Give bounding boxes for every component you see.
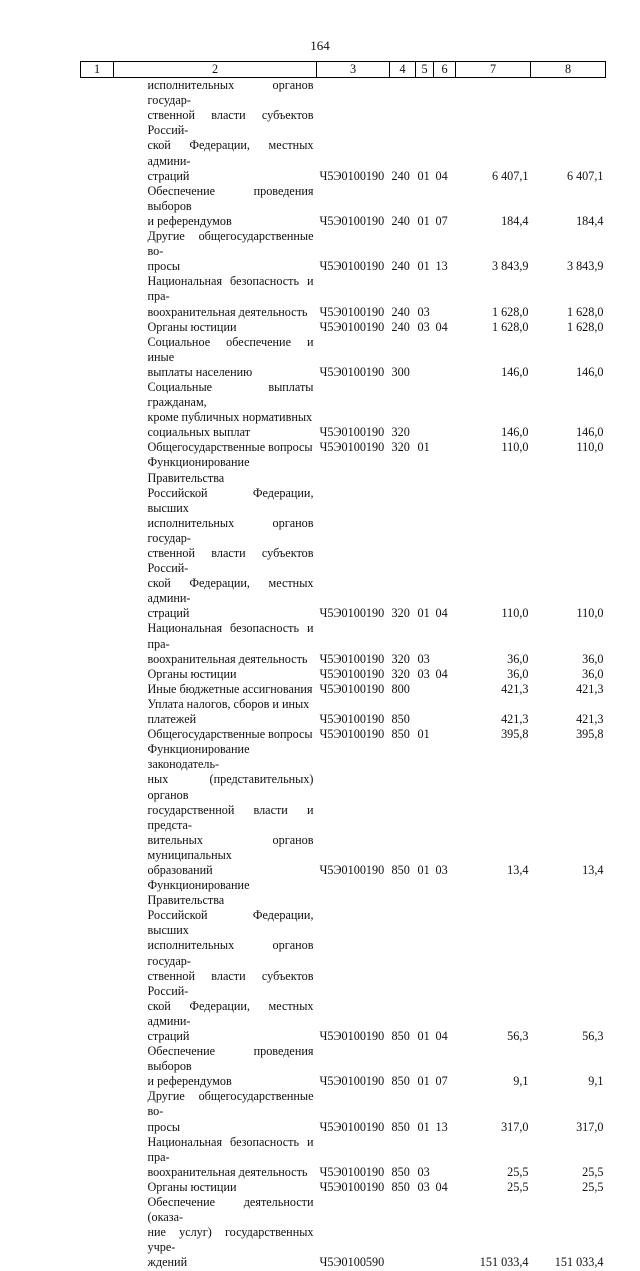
expense-type-code: 850 [391,1029,410,1043]
table-row [81,1135,606,1180]
subsection-code: 04 [435,666,448,681]
row-number-cell [81,878,114,1044]
subsection-code: 04 [435,168,448,183]
row-name-text: Функционирование Правительства Российской Федерации, высших исполнительных органов государ- ственной власти субъектов Россий- ской Федерации, местных админи- страций [147,878,314,1043]
row-name-text: Национальная безопасность и пра- воохранительная деятельность [147,621,314,666]
section-code: 01 [417,440,430,455]
section-code: 01 [417,606,430,621]
row-name [114,274,317,319]
expense-type-code: 850 [391,1119,410,1134]
expense-type-code: 240 [391,168,410,183]
amount-col-7: 6 407,1 [491,168,529,183]
expense-type-code [390,1195,416,1270]
target-article-code: Ч5Э0100190 [319,425,385,440]
row-name-text: Функционирование законодатель- ных (представительных) органов государственной власти и предста- вительных органов муниципальных образований [147,742,314,877]
section-code [416,1195,434,1270]
row-name [114,320,317,335]
amount-col-8: 395,8 [576,727,604,742]
amount-col-8: 25,5 [582,1179,604,1194]
row-name-text: исполнительных органов государ- ственной власти субъектов Россий- ской Федерации, местных админи- страций [147,78,314,183]
row-name-text: Обеспечение деятельности (оказа- ние услуг) государственных учре- ждений [147,1195,314,1270]
amount-col-8: 9,1 [588,1074,604,1089]
amount-col-8: 3 843,9 [566,259,604,274]
row-name [114,742,317,878]
row-name [114,1180,317,1195]
subsection-code [434,1135,456,1180]
subsection-code [434,727,456,742]
amount-col-7: 151 033,4 [479,1255,529,1270]
amount-col-7: 25,5 [507,1164,529,1179]
row-number-cell [81,78,114,184]
row-name [114,1089,317,1134]
amount-col-7: 9,1 [513,1074,529,1089]
amount-col-7: 13,4 [507,862,529,877]
row-name-text: Национальная безопасность и пра- воохранительная деятельность [147,274,314,319]
table-row [81,621,606,666]
row-name-text: Иные бюджетные ассигнования [147,681,313,696]
row-name [114,335,317,380]
target-article-code: Ч5Э0100190 [319,1029,385,1043]
target-article-code: Ч5Э0100190 [319,168,385,183]
table-row [81,667,606,682]
amount-col-8: 110,0 [576,440,604,455]
subsection-code [434,1195,456,1270]
budget-table [80,61,606,1271]
amount-col-8: 56,3 [582,1029,604,1043]
amount-col-7: 317,0 [501,1119,529,1134]
row-number-cell [81,1135,114,1180]
col-header-6: 6 [434,62,456,78]
table-row [81,184,606,229]
row-number-cell [81,682,114,697]
section-code: 03 [417,666,430,681]
row-number-cell [81,455,114,621]
amount-col-7: 421,3 [501,712,529,727]
table-row [81,727,606,742]
table-row [81,440,606,455]
section-code [416,380,434,440]
subsection-code [434,440,456,455]
row-number-cell [81,380,114,440]
amount-col-8: 36,0 [582,666,604,681]
row-name [114,878,317,1044]
amount-col-7: 1 628,0 [491,304,529,319]
subsection-code [434,380,456,440]
target-article-code: Ч5Э0100190 [319,259,385,274]
row-name-text: Общегосударственные вопросы [147,727,313,742]
amount-col-7: 146,0 [501,425,529,440]
section-code: 03 [417,1179,430,1194]
amount-col-8: 421,3 [576,681,604,696]
row-name-text: Обеспечение проведения выборов и референдумов [147,1044,314,1089]
col-header-3: 3 [317,62,390,78]
section-code: 01 [417,862,430,877]
section-code: 03 [417,319,430,334]
table-row [81,274,606,319]
table-row [81,78,606,184]
amount-col-8: 1 628,0 [566,304,604,319]
row-number-cell [81,229,114,274]
table-body [81,78,606,1271]
column-number-header [81,62,606,78]
row-number-cell [81,335,114,380]
table-row [81,742,606,878]
expense-type-code: 240 [391,259,410,274]
amount-col-7: 3 843,9 [491,259,529,274]
row-number-cell [81,184,114,229]
row-number-cell [81,697,114,727]
subsection-code [434,274,456,319]
target-article-code: Ч5Э0100190 [319,1179,385,1194]
expense-type-code: 320 [391,440,410,455]
col-header-1: 1 [81,62,114,78]
target-article-code: Ч5Э0100190 [319,364,385,379]
amount-col-8: 151 033,4 [554,1255,604,1270]
target-article-code: Ч5Э0100190 [319,862,385,877]
row-name [114,1195,317,1270]
section-code: 01 [417,1029,430,1043]
row-name [114,184,317,229]
row-name-text: Другие общегосударственные во- просы [147,1089,314,1134]
table-row [81,455,606,621]
row-name-text: Обеспечение проведения выборов и референдумов [147,183,314,228]
subsection-code [434,335,456,380]
row-number-cell [81,320,114,335]
table-row [81,878,606,1044]
row-name-text: Органы юстиции [147,666,237,681]
table-row [81,1180,606,1195]
row-number-cell [81,1180,114,1195]
table-row [81,335,606,380]
row-name [114,78,317,184]
row-number-cell [81,274,114,319]
subsection-code: 13 [435,259,448,274]
amount-col-7: 184,4 [501,213,529,228]
section-code [416,335,434,380]
target-article-code: Ч5Э0100190 [319,304,385,319]
amount-col-8: 110,0 [576,606,604,621]
table-row [81,229,606,274]
row-number-cell [81,440,114,455]
row-name-text: Органы юстиции [147,319,237,334]
amount-col-8: 6 407,1 [566,168,604,183]
amount-col-8: 25,5 [582,1164,604,1179]
subsection-code: 04 [435,606,448,621]
row-name [114,380,317,440]
expense-type-code: 800 [391,681,410,696]
table-row [81,697,606,727]
amount-col-8: 13,4 [582,862,604,877]
table-row [81,682,606,697]
amount-col-7: 395,8 [501,727,529,742]
amount-col-8: 36,0 [582,651,604,666]
row-name-text: Органы юстиции [147,1179,237,1194]
target-article-code: Ч5Э0100190 [319,1074,385,1089]
col-header-5: 5 [416,62,434,78]
expense-type-code: 240 [391,304,410,319]
row-name-text: Общегосударственные вопросы [147,440,313,455]
table-row [81,380,606,440]
subsection-code [434,697,456,727]
page-number: 164 [310,38,330,53]
amount-col-7: 110,0 [501,440,529,455]
col-header-7: 7 [456,62,531,78]
expense-type-code: 240 [391,213,410,228]
row-number-cell [81,1044,114,1089]
subsection-code: 04 [435,1179,448,1194]
expense-type-code: 240 [391,319,410,334]
amount-col-8: 146,0 [576,425,604,440]
expense-type-code: 320 [391,651,410,666]
expense-type-code: 320 [391,606,410,621]
section-code: 03 [417,304,430,319]
row-number-cell [81,742,114,878]
amount-col-8: 1 628,0 [566,319,604,334]
subsection-code: 04 [435,319,448,334]
subsection-code: 07 [435,213,448,228]
section-code: 03 [417,651,430,666]
expense-type-code: 850 [391,862,410,877]
row-number-cell [81,727,114,742]
row-name-text: Социальные выплаты гражданам, кроме публичных нормативных социальных выплат [147,379,314,440]
subsection-code [434,682,456,697]
expense-type-code: 300 [391,364,410,379]
target-article-code: Ч5Э0100190 [319,681,385,696]
expense-type-code: 850 [391,1164,410,1179]
amount-col-7: 110,0 [501,606,529,621]
target-article-code: Ч5Э0100190 [319,319,385,334]
expense-type-code: 850 [391,727,410,742]
table-row [81,1089,606,1134]
row-name-text: Уплата налогов, сборов и иных платежей [147,696,310,727]
target-article-code: Ч5Э0100190 [319,213,385,228]
row-name-text: Социальное обеспечение и иные выплаты населению [147,334,314,379]
row-name [114,621,317,666]
col-header-8: 8 [531,62,606,78]
amount-col-8: 146,0 [576,364,604,379]
section-code [416,697,434,727]
row-name [114,727,317,742]
row-name [114,229,317,274]
section-code: 01 [417,168,430,183]
amount-col-7: 36,0 [507,666,529,681]
table-row [81,1195,606,1270]
row-name [114,667,317,682]
amount-col-8: 317,0 [576,1119,604,1134]
col-header-4: 4 [390,62,416,78]
row-number-cell [81,1195,114,1270]
row-number-cell [81,621,114,666]
amount-col-8: 421,3 [576,712,604,727]
subsection-code [434,621,456,666]
section-code: 03 [417,1164,430,1179]
expense-type-code: 850 [391,1074,410,1089]
subsection-code: 04 [435,1029,448,1043]
target-article-code: Ч5Э0100190 [319,606,385,621]
row-name [114,697,317,727]
section-code: 01 [417,727,430,742]
expense-type-code: 320 [391,425,410,440]
target-article-code: Ч5Э0100190 [319,727,385,742]
row-name [114,682,317,697]
section-code: 01 [417,1119,430,1134]
row-name [114,1135,317,1180]
section-code: 01 [417,1074,430,1089]
row-name-text: Национальная безопасность и пра- воохранительная деятельность [147,1134,314,1179]
section-code: 01 [417,213,430,228]
row-name-text: Другие общегосударственные во- просы [147,229,314,274]
target-article-code: Ч5Э0100190 [319,440,385,455]
row-number-cell [81,667,114,682]
expense-type-code: 850 [391,712,410,727]
section-code [416,682,434,697]
expense-type-code: 320 [391,666,410,681]
amount-col-7: 421,3 [501,681,529,696]
row-number-cell [81,1089,114,1134]
target-article-code: Ч5Э0100190 [319,1119,385,1134]
subsection-code: 07 [435,1074,448,1089]
section-code: 01 [417,259,430,274]
amount-col-7: 146,0 [501,364,529,379]
expense-type-code: 850 [391,1179,410,1194]
amount-col-7: 36,0 [507,651,529,666]
col-header-2: 2 [114,62,317,78]
table-row [81,320,606,335]
target-article-code: Ч5Э0100190 [319,666,385,681]
amount-col-7: 56,3 [507,1029,529,1043]
amount-col-7: 25,5 [507,1179,529,1194]
amount-col-8: 184,4 [576,213,604,228]
row-name [114,440,317,455]
target-article-code: Ч5Э0100190 [319,1164,385,1179]
target-article-code: Ч5Э0100190 [319,712,385,727]
subsection-code: 13 [435,1119,448,1134]
amount-col-7: 1 628,0 [491,319,529,334]
target-article-code: Ч5Э0100190 [319,651,385,666]
target-article-code: Ч5Э0100590 [319,1255,385,1270]
row-name-text: Функционирование Правительства Российской Федерации, высших исполнительных органов государ- ственной власти субъектов Россий- ской Федерации, местных админи- страций [147,455,314,621]
table-row [81,1044,606,1089]
row-name [114,455,317,621]
subsection-code: 03 [435,862,448,877]
row-name [114,1044,317,1089]
